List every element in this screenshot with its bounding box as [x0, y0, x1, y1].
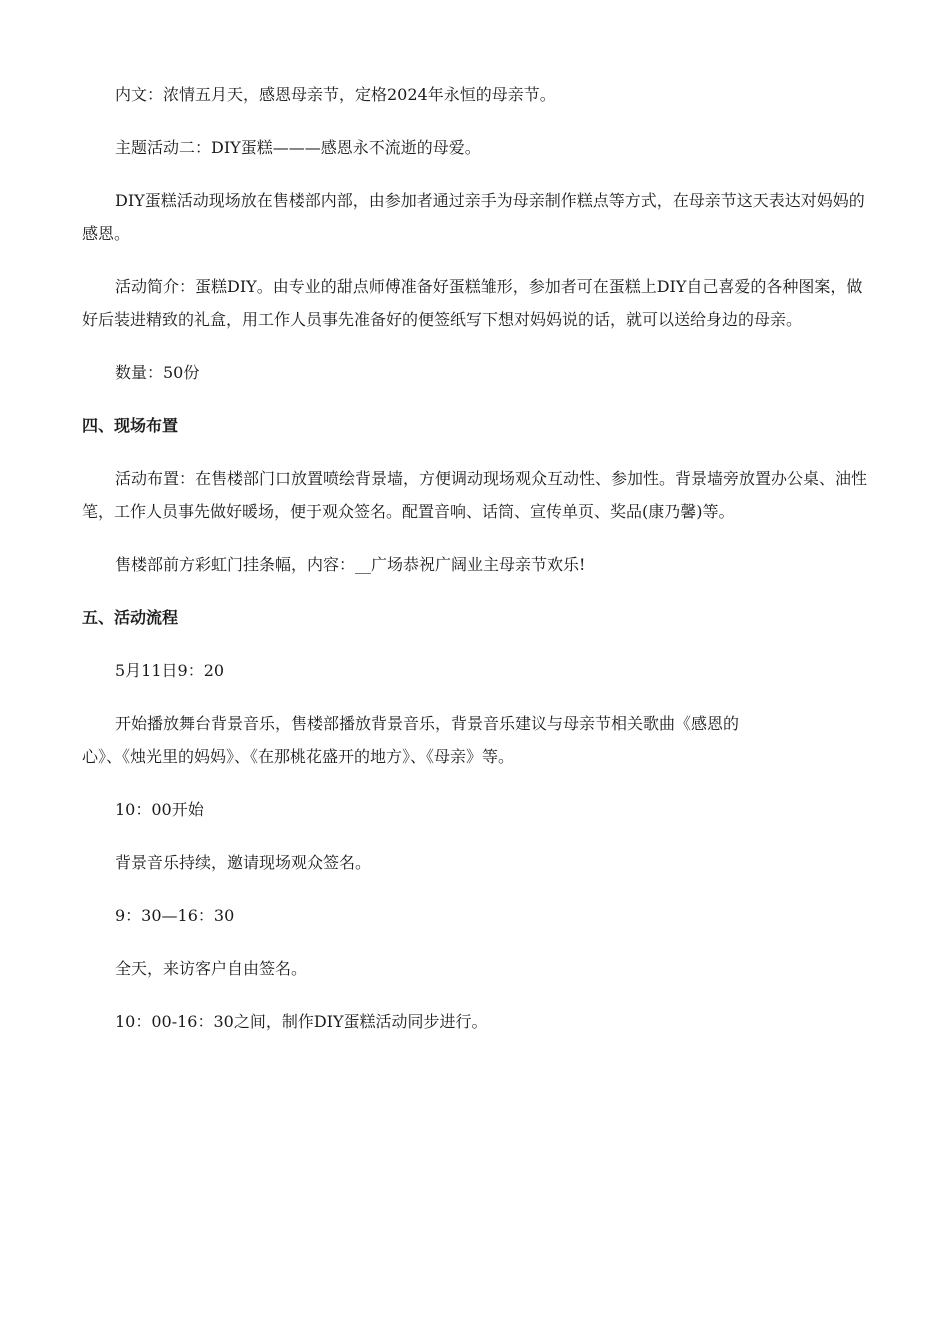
paragraph-time-1000-start: 10：00开始 [115, 800, 204, 819]
paragraph-time-range: 9：30—16：30 [115, 906, 235, 925]
section-heading-site-setup: 四、现场布置 [82, 416, 179, 435]
paragraph-line: 开始播放舞台背景音乐，售楼部播放背景音乐，背景音乐建议与母亲节相关歌曲《感恩的 [115, 714, 740, 733]
paragraph-signature-invite: 背景音乐持续，邀请现场观众签名。 [115, 853, 372, 872]
paragraph-banner: 售楼部前方彩虹门挂条幅，内容：__广场恭祝广阔业主母亲节欢乐! [115, 555, 586, 574]
paragraph-inner-text: 内文：浓情五月天，感恩母亲节，定格2024年永恒的母亲节。 [115, 85, 556, 104]
paragraph-site-arrangement: 活动布置：在售楼部门口放置喷绘背景墙，方便调动现场观众互动性、参加性。背景墙旁放置办公桌、油性笔，工作人员事先做好暖场，便于观众签名。配置音响、话筒、宣传单页、奖品(康乃馨)等。 [82, 469, 868, 521]
document-body [82, 78, 872, 1058]
paragraph-background-music [82, 707, 872, 773]
paragraph-diy-cake-simultaneous: 10：00-16：30之间，制作DIY蛋糕活动同步进行。 [115, 1012, 488, 1031]
paragraph-quantity: 数量：50份 [115, 363, 200, 382]
paragraph-theme-activity-two: 主题活动二：DIY蛋糕———感恩永不流逝的母爱。 [115, 138, 481, 157]
paragraph-time-0920: 5月11日9：20 [115, 661, 225, 680]
section-heading-activity-flow: 五、活动流程 [82, 608, 179, 627]
paragraph-all-day-signing: 全天，来访客户自由签名。 [115, 959, 308, 978]
paragraph-activity-intro: 活动简介：蛋糕DIY。由专业的甜点师傅准备好蛋糕雏形，参加者可在蛋糕上DIY自己喜爱的各种图案，做好后装进精致的礼盒，用工作人员事先准备好的便签纸写下想对妈妈说的话，就可以送给身边的母亲。 [82, 277, 863, 329]
paragraph-line: 心》、《烛光里的妈妈》、《在那桃花盛开的地方》、《母亲》等。 [82, 747, 515, 766]
paragraph-diy-cake-location: DIY蛋糕活动现场放在售楼部内部，由参加者通过亲手为母亲制作糕点等方式，在母亲节这天表达对妈妈的感恩。 [82, 191, 865, 243]
